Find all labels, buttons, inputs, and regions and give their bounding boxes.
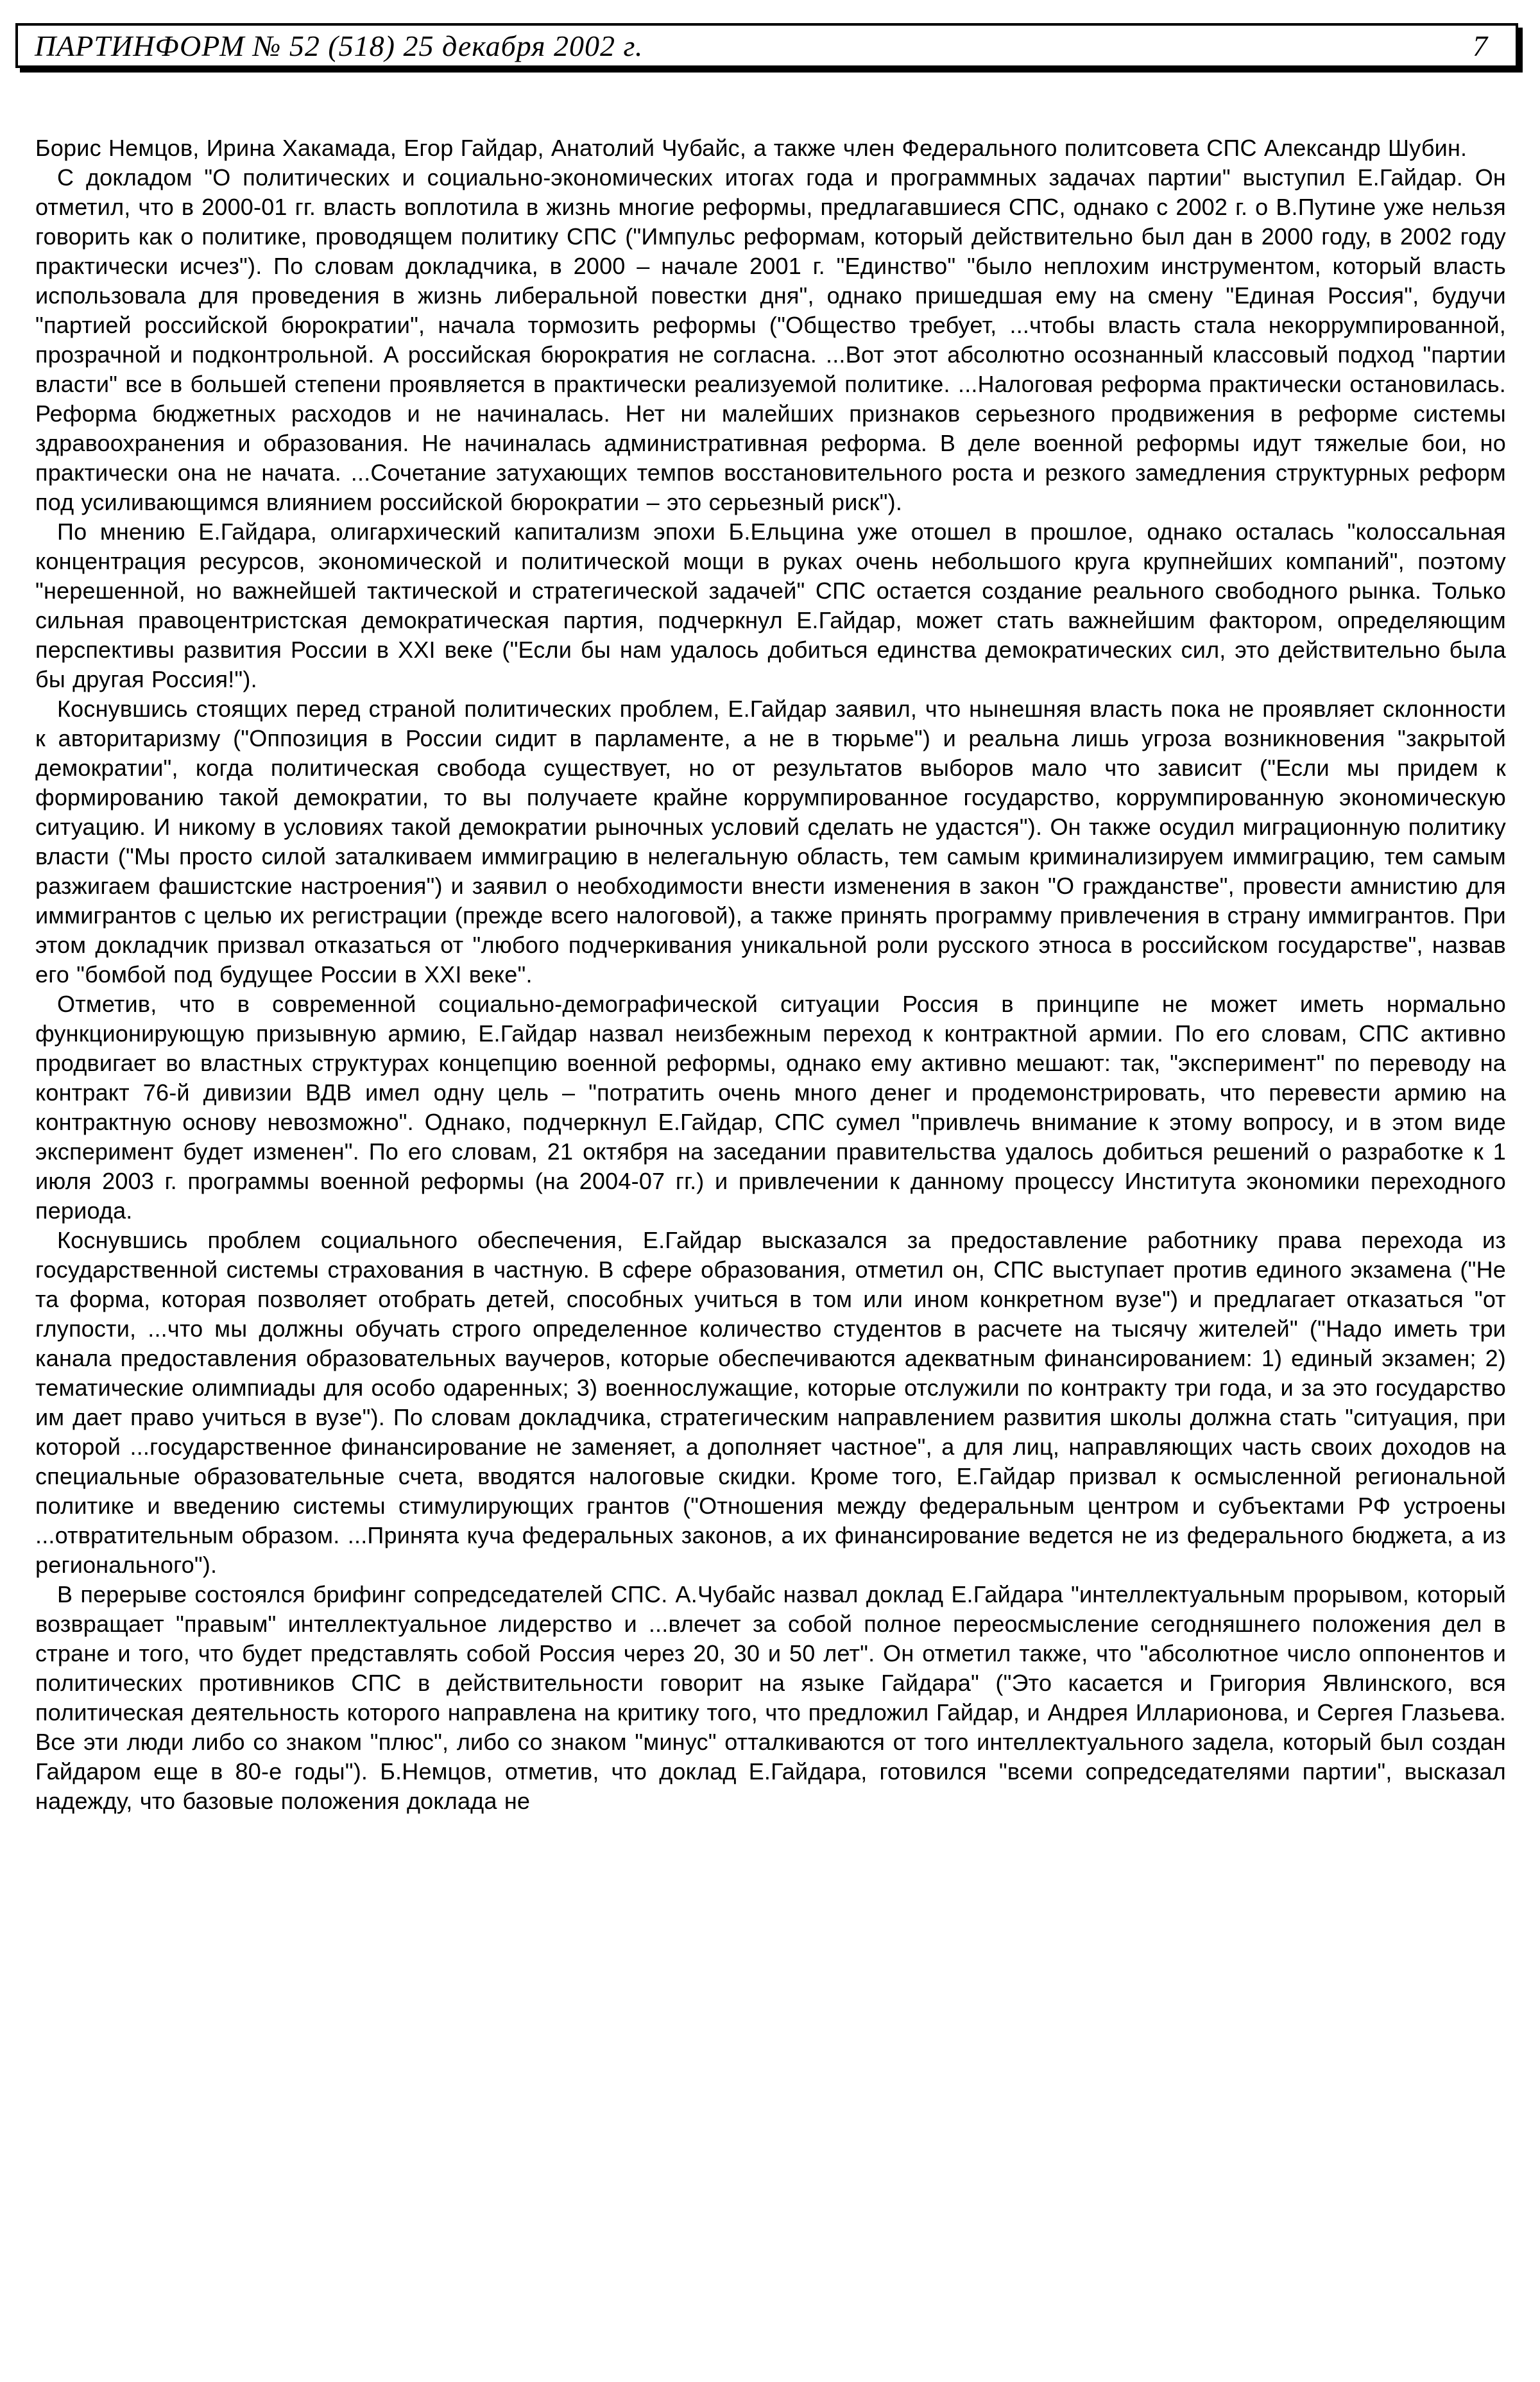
paragraph: Коснувшись стоящих перед страной политических проблем, Е.Гайдар заявил, что нынешняя власть пока не проявляет склонности к авторитаризму ("Оппозиция в России сидит в парламенте, а не в тюрьме") и реальна лишь угроза возникновения "закрытой демократии", когда политическая свобода существует, но от результатов выборов мало что зависит ("Если мы придем к формированию такой демократии, то вы получаете крайне коррумпированное государство, коррумпированную экономическую ситуацию. И никому в условиях такой демократии рыночных условий сделать не удастся"). Он также осудил миграционную политику власти ("Мы просто силой заталкиваем иммиграцию в нелегальную область, тем самым криминализируем иммиграцию, тем самым разжигаем фашистские настроения") и заявил о необходимости внести изменения в закон "О гражданстве", провести амнистию для иммигрантов с целью их регистрации (прежде всего налоговой), а также принять программу привлечения в страну иммигрантов. При этом докладчик призвал отказаться от "любого подчеркивания уникальной роли русского этноса в российском государстве", назвав его "бомбой под будущее России в XXI веке". [35, 696, 1506, 988]
paragraph: По мнению Е.Гайдара, олигархический капитализм эпохи Б.Ельцина уже отошел в прошлое, однако осталась "колоссальная концентрация ресурсов, экономической и политической мощи в руках очень небольшого круга крупнейших компаний", поэтому "нерешенной, но важнейшей тактической и стратегической задачей" СПС остается создание реального свободного рынка. Только сильная правоцентристская демократическая партия, подчеркнул Е.Гайдар, может стать важнейшим фактором, определяющим перспективы развития России в XXI веке ("Если бы нам удалось добиться единства демократических сил, это действительно была бы другая Россия!"). [35, 518, 1506, 692]
paragraph: С докладом "О политических и социально-экономических итогах года и программных задачах партии" выступил Е.Гайдар. Он отметил, что в 2000-01 гг. власть воплотила в жизнь многие реформы, предлагавшиеся СПС, однако с 2002 г. о В.Путине уже нельзя говорить как о политике, проводящем политику СПС ("Импульс реформам, который действительно был дан в 2000 году, в 2002 году практически исчез"). По словам докладчика, в 2000 – начале 2001 г. "Единство" "было неплохим инструментом, который власть использовала для проведения в жизнь либеральной повестки дня", однако пришедшая ему на смену "Единая Россия", будучи "партией российской бюрократии", начала тормозить реформы ("Общество требует, ...чтобы власть стала некоррумпированной, прозрачной и подконтрольной. А российская бюрократия не согласна. ...Вот этот абсолютно осознанный классовый подход "партии власти" все в большей степени проявляется в практически реализуемой политике. ...Налоговая реформа практически остановилась. Реформа бюджетных расходов и не начиналась. Нет ни малейших признаков серьезного продвижения в реформе системы здравоохранения и образования. Не начиналась административная реформа. В деле военной реформы идут тяжелые бои, но практически она не начата. ...Сочетание затухающих темпов восстановительного роста и резкого замедления структурных реформ под усиливающимся влиянием российской бюрократии – это серьезный риск"). [35, 164, 1506, 515]
newsletter-title: ПАРТИНФОРМ № 52 (518) 25 декабря 2002 г. [35, 29, 644, 62]
paragraph: Коснувшись проблем социального обеспечения, Е.Гайдар высказался за предоставление работнику права перехода из государственной системы страхования в частную. В сфере образования, отметил он, СПС выступает против единого экзамена ("Не та форма, которая позволяет отобрать детей, способных учиться в том или ином конкретном вузе") и предлагает отказаться "от глупости, ...что мы должны обучать строго определенное количество студентов в расчете на тысячу жителей" ("Надо иметь три канала предоставления образовательных ваучеров, которые обеспечиваются адекватным финансированием: 1) единый экзамен; 2) тематические олимпиады для особо одаренных; 3) военнослужащие, которые отслужили по контракту три года, и за это государство им дает право учиться в вузе"). По словам докладчика, стратегическим направлением развития школы должна стать "ситуация, при которой ...государственное финансирование не заменяет, а дополняет частное", а для лиц, направляющих часть своих доходов на специальные образовательные счета, вводятся налоговые скидки. Кроме того, Е.Гайдар призвал к осмысленной региональной политике и введению системы стимулирующих грантов ("Отношения между федеральным центром и субъектами РФ устроены ...отвратительным образом. ...Принята куча федеральных законов, а их финансирование ведется не из федерального бюджета, а из регионального"). [35, 1227, 1506, 1578]
page-number: 7 [1473, 29, 1487, 62]
page-header [15, 23, 1518, 68]
paragraph: В перерыве состоялся брифинг сопредседателей СПС. А.Чубайс назвал доклад Е.Гайдара "интеллектуальным прорывом, который возвращает "правым" интеллектуальное лидерство и ...влечет за собой полное переосмысление сегодняшнего положения дел в стране и того, что будет представлять собой Россия через 20, 30 и 50 лет". Он отметил также, что "абсолютное число оппонентов и политических противников СПС в действительности говорит на языке Гайдара" ("Это касается и Григория Явлинского, вся политическая деятельность которого направлена на критику того, что предложил Гайдар, и Андрея Илларионова, и Сергея Глазьева. Все эти люди либо со знаком "плюс", либо со знаком "минус" отталкиваются от того интеллектуального задела, который был создан Гайдаром еще в 80-е годы"). Б.Немцов, отметив, что доклад Е.Гайдара, готовился "всеми сопредседателями партии", высказал надежду, что базовые положения доклада не [35, 1581, 1506, 1814]
paragraph-continuation: Борис Немцов, Ирина Хакамада, Егор Гайдар, Анатолий Чубайс, а также член Федерального политсовета СПС Александр Шубин. [35, 135, 1467, 161]
article-body [35, 133, 1506, 1816]
paragraph: Отметив, что в современной социально-демографической ситуации Россия в принципе не может иметь нормально функционирующую призывную армию, Е.Гайдар назвал неизбежным переход к контрактной армии. По его словам, СПС активно продвигает во властных структурах концепцию военной реформы, однако ему активно мешают: так, "эксперимент" по переводу на контракт 76-й дивизии ВДВ имел одну цель – "потратить очень много денег и продемонстрировать, что перевести армию на контрактную основу невозможно". Однако, подчеркнул Е.Гайдар, СПС сумел "привлечь внимание к этому вопросу, и в этом виде эксперимент будет изменен". По его словам, 21 октября на заседании правительства удалось добиться решений о разработке к 1 июля 2003 г. программы военной реформы (на 2004-07 гг.) и привлечении к данному процессу Института экономики переходного периода. [35, 991, 1506, 1224]
